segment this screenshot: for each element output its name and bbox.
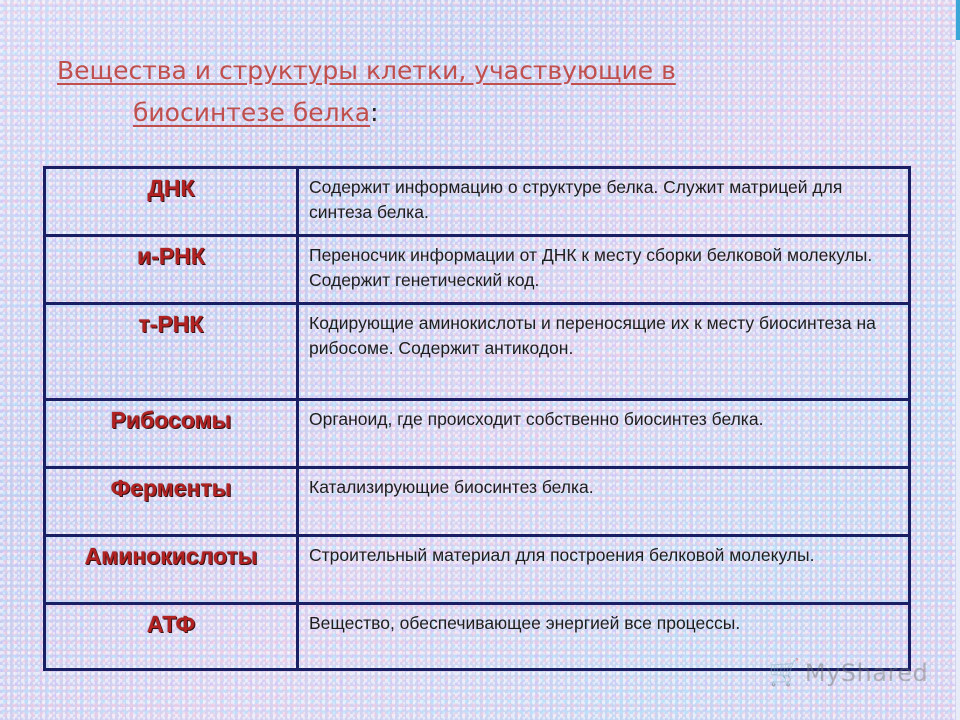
table-row	[45, 536, 910, 604]
term-cell: Рибосомы	[45, 400, 298, 468]
title-line-1: Вещества и структуры клетки, участвующие в	[57, 56, 676, 85]
watermark-text: MyShared	[804, 659, 929, 687]
description-cell: Строительный материал для построения белковой молекулы.	[298, 536, 910, 604]
term-cell: т-РНК	[45, 304, 298, 400]
title-line-2-text: биосинтезе белка	[133, 98, 371, 127]
title-colon: :	[370, 98, 379, 127]
title-line-2	[57, 92, 676, 134]
cart-icon: 🛒	[768, 658, 801, 688]
description-cell: Катализирующие биосинтез белка.	[298, 468, 910, 536]
term-cell: АТФ	[45, 604, 298, 670]
table-row	[45, 304, 910, 400]
term-cell: Ферменты	[45, 468, 298, 536]
term-cell: ДНК	[45, 168, 298, 236]
slide-title	[57, 50, 676, 134]
description-cell: Кодирующие аминокислоты и переносящие их к месту биосинтеза на рибосоме. Содержит антикодон.	[298, 304, 910, 400]
description-cell: Органоид, где происходит собственно биосинтез белка.	[298, 400, 910, 468]
table-row	[45, 468, 910, 536]
table-row	[45, 400, 910, 468]
term-cell: и-РНК	[45, 236, 298, 304]
description-cell: Переносчик информации от ДНК к месту сборки белковой молекулы. Содержит генетический код.	[298, 236, 910, 304]
description-cell: Содержит информацию о структуре белка. Служит матрицей для синтеза белка.	[298, 168, 910, 236]
term-cell: Аминокислоты	[45, 536, 298, 604]
biosynthesis-table	[43, 166, 911, 671]
watermark	[768, 658, 928, 688]
table-row	[45, 168, 910, 236]
table-row	[45, 236, 910, 304]
slide-edge-strip	[956, 0, 960, 720]
description-cell: Вещество, обеспечивающее энергией все процессы.	[298, 604, 910, 670]
